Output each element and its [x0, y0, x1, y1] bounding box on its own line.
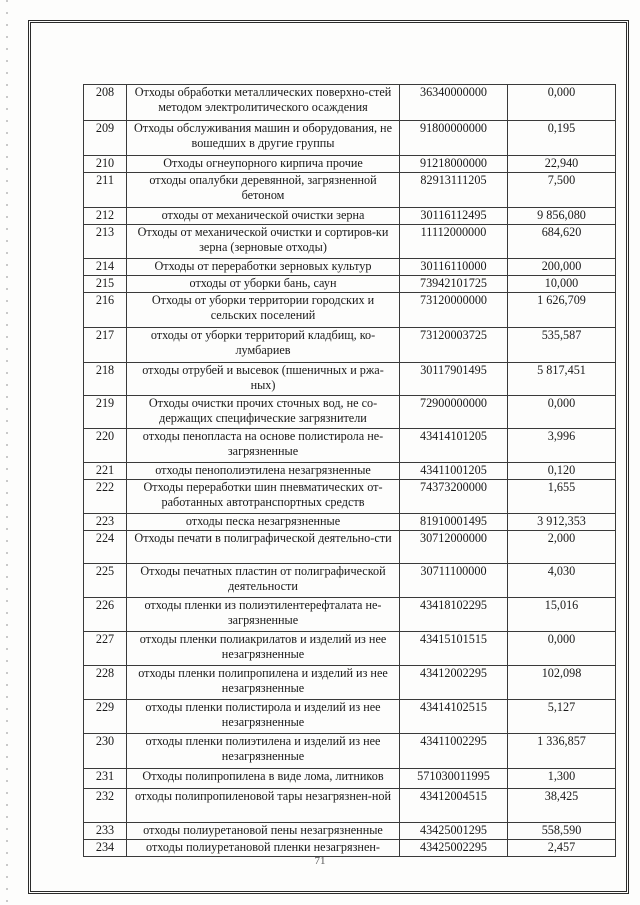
waste-name: отходы опалубки деревянной, загрязненной бетоном: [127, 173, 400, 208]
waste-name: отходы полиуретановой пены незагрязненные: [127, 823, 400, 840]
waste-name: отходы пенопласта на основе полистирола не-загрязненные: [127, 429, 400, 463]
table-row: [84, 666, 616, 700]
table-row: [84, 396, 616, 429]
waste-name: Отходы от переработки зерновых культур: [127, 259, 400, 276]
row-number: 210: [84, 156, 127, 173]
table-row: [84, 480, 616, 514]
row-number: 230: [84, 734, 127, 769]
waste-amount: 102,098: [508, 666, 616, 700]
table-row: [84, 173, 616, 208]
row-number: 213: [84, 225, 127, 259]
waste-amount: 684,620: [508, 225, 616, 259]
row-number: 218: [84, 363, 127, 396]
waste-amount: 7,500: [508, 173, 616, 208]
fkko-code: 82913111205: [400, 173, 508, 208]
table-row: [84, 598, 616, 632]
table-row: [84, 121, 616, 156]
waste-name: Отходы полипропилена в виде лома, литников: [127, 769, 400, 789]
waste-amount: 4,030: [508, 564, 616, 598]
waste-name: Отходы от уборки территории городских и сельских поселений: [127, 293, 400, 328]
waste-name: отходы пленки полиэтилена и изделий из нее незагрязненные: [127, 734, 400, 769]
fkko-code: 72900000000: [400, 396, 508, 429]
table-row: [84, 789, 616, 823]
waste-amount: 0,195: [508, 121, 616, 156]
fkko-code: 11112000000: [400, 225, 508, 259]
row-number: 208: [84, 85, 127, 121]
row-number: 224: [84, 531, 127, 564]
waste-name: Отходы печати в полиграфической деятельно-сти: [127, 531, 400, 564]
table-row: [84, 531, 616, 564]
row-number: 214: [84, 259, 127, 276]
waste-name: отходы полипропиленовой тары незагрязнен-ной: [127, 789, 400, 823]
waste-amount: 535,587: [508, 328, 616, 363]
fkko-code: 43411002295: [400, 734, 508, 769]
table-row: [84, 564, 616, 598]
table-row: [84, 85, 616, 121]
waste-name: отходы пленки полиакрилатов и изделий из нее незагрязненные: [127, 632, 400, 666]
waste-name: Отходы печатных пластин от полиграфической деятельности: [127, 564, 400, 598]
fkko-code: 43412004515: [400, 789, 508, 823]
waste-name: Отходы очистки прочих сточных вод, не со-держащих специфические загрязнители: [127, 396, 400, 429]
fkko-code: 74373200000: [400, 480, 508, 514]
row-number: 225: [84, 564, 127, 598]
table-row: [84, 276, 616, 293]
waste-name: отходы пленки полистирола и изделий из нее незагрязненные: [127, 700, 400, 734]
table-row: [84, 700, 616, 734]
fkko-code: 571030011995: [400, 769, 508, 789]
table-row: [84, 823, 616, 840]
table-row: [84, 514, 616, 531]
table-row: [84, 208, 616, 225]
fkko-code: 43412002295: [400, 666, 508, 700]
fkko-code: 30711100000: [400, 564, 508, 598]
fkko-code: 43414102515: [400, 700, 508, 734]
table-row: [84, 328, 616, 363]
row-number: 212: [84, 208, 127, 225]
waste-name: Отходы огнеупорного кирпича прочие: [127, 156, 400, 173]
row-number: 227: [84, 632, 127, 666]
binding-holes: [6, 0, 8, 905]
waste-name: отходы полиуретановой пленки незагрязнен-: [127, 840, 400, 857]
waste-amount: 2,000: [508, 531, 616, 564]
row-number: 222: [84, 480, 127, 514]
fkko-code: 30712000000: [400, 531, 508, 564]
waste-amount: 5 817,451: [508, 363, 616, 396]
fkko-code: 43425001295: [400, 823, 508, 840]
waste-name: отходы пленки полипропилена и изделий из нее незагрязненные: [127, 666, 400, 700]
waste-name: отходы песка незагрязненные: [127, 514, 400, 531]
table-row: [84, 225, 616, 259]
waste-amount: 2,457: [508, 840, 616, 857]
table-row: [84, 429, 616, 463]
row-number: 219: [84, 396, 127, 429]
table-row: [84, 734, 616, 769]
fkko-code: 43425002295: [400, 840, 508, 857]
row-number: 232: [84, 789, 127, 823]
table-row: [84, 463, 616, 480]
waste-name: отходы отрубей и высевок (пшеничных и ржа-ных): [127, 363, 400, 396]
fkko-code: 91800000000: [400, 121, 508, 156]
waste-amount: 5,127: [508, 700, 616, 734]
waste-name: отходы от уборки бань, саун: [127, 276, 400, 293]
fkko-code: 43414101205: [400, 429, 508, 463]
row-number: 229: [84, 700, 127, 734]
row-number: 220: [84, 429, 127, 463]
fkko-code: 30116112495: [400, 208, 508, 225]
waste-amount: 558,590: [508, 823, 616, 840]
table-row: [84, 769, 616, 789]
waste-table: [83, 84, 616, 857]
row-number: 216: [84, 293, 127, 328]
row-number: 231: [84, 769, 127, 789]
table-row: [84, 259, 616, 276]
table-row: [84, 363, 616, 396]
row-number: 234: [84, 840, 127, 857]
waste-amount: 0,000: [508, 85, 616, 121]
table-row: [84, 156, 616, 173]
table-row: [84, 632, 616, 666]
fkko-code: 36340000000: [400, 85, 508, 121]
row-number: 221: [84, 463, 127, 480]
waste-amount: 10,000: [508, 276, 616, 293]
waste-name: Отходы переработки шин пневматических от-работанных автотранспортных средств: [127, 480, 400, 514]
waste-name: Отходы обслуживания машин и оборудования, не вошедших в другие группы: [127, 121, 400, 156]
row-number: 209: [84, 121, 127, 156]
waste-name: отходы от механической очистки зерна: [127, 208, 400, 225]
page-number: 71: [314, 855, 326, 867]
waste-amount: 1 336,857: [508, 734, 616, 769]
fkko-code: 81910001495: [400, 514, 508, 531]
waste-name: Отходы от механической очистки и сортиров-ки зерна (зерновые отходы): [127, 225, 400, 259]
waste-name: отходы пенополиэтилена незагрязненные: [127, 463, 400, 480]
row-number: 215: [84, 276, 127, 293]
fkko-code: 43415101515: [400, 632, 508, 666]
row-number: 211: [84, 173, 127, 208]
waste-amount: 200,000: [508, 259, 616, 276]
waste-amount: 1,655: [508, 480, 616, 514]
waste-amount: 38,425: [508, 789, 616, 823]
waste-amount: 22,940: [508, 156, 616, 173]
fkko-code: 73120003725: [400, 328, 508, 363]
row-number: 226: [84, 598, 127, 632]
waste-amount: 3,996: [508, 429, 616, 463]
table-row: [84, 840, 616, 857]
waste-amount: 9 856,080: [508, 208, 616, 225]
waste-name: отходы от уборки территорий кладбищ, ко-лумбариев: [127, 328, 400, 363]
row-number: 217: [84, 328, 127, 363]
row-number: 233: [84, 823, 127, 840]
row-number: 228: [84, 666, 127, 700]
waste-name: Отходы обработки металлических поверхно-стей методом электролитического осаждения: [127, 85, 400, 121]
waste-amount: 0,120: [508, 463, 616, 480]
waste-amount: 3 912,353: [508, 514, 616, 531]
waste-name: отходы пленки из полиэтилентерефталата не-загрязненные: [127, 598, 400, 632]
waste-amount: 0,000: [508, 632, 616, 666]
fkko-code: 30116110000: [400, 259, 508, 276]
fkko-code: 30117901495: [400, 363, 508, 396]
fkko-code: 43418102295: [400, 598, 508, 632]
waste-amount: 15,016: [508, 598, 616, 632]
waste-amount: 1,300: [508, 769, 616, 789]
fkko-code: 91218000000: [400, 156, 508, 173]
row-number: 223: [84, 514, 127, 531]
fkko-code: 73942101725: [400, 276, 508, 293]
fkko-code: 73120000000: [400, 293, 508, 328]
fkko-code: 43411001205: [400, 463, 508, 480]
table-row: [84, 293, 616, 328]
waste-amount: 0,000: [508, 396, 616, 429]
waste-amount: 1 626,709: [508, 293, 616, 328]
